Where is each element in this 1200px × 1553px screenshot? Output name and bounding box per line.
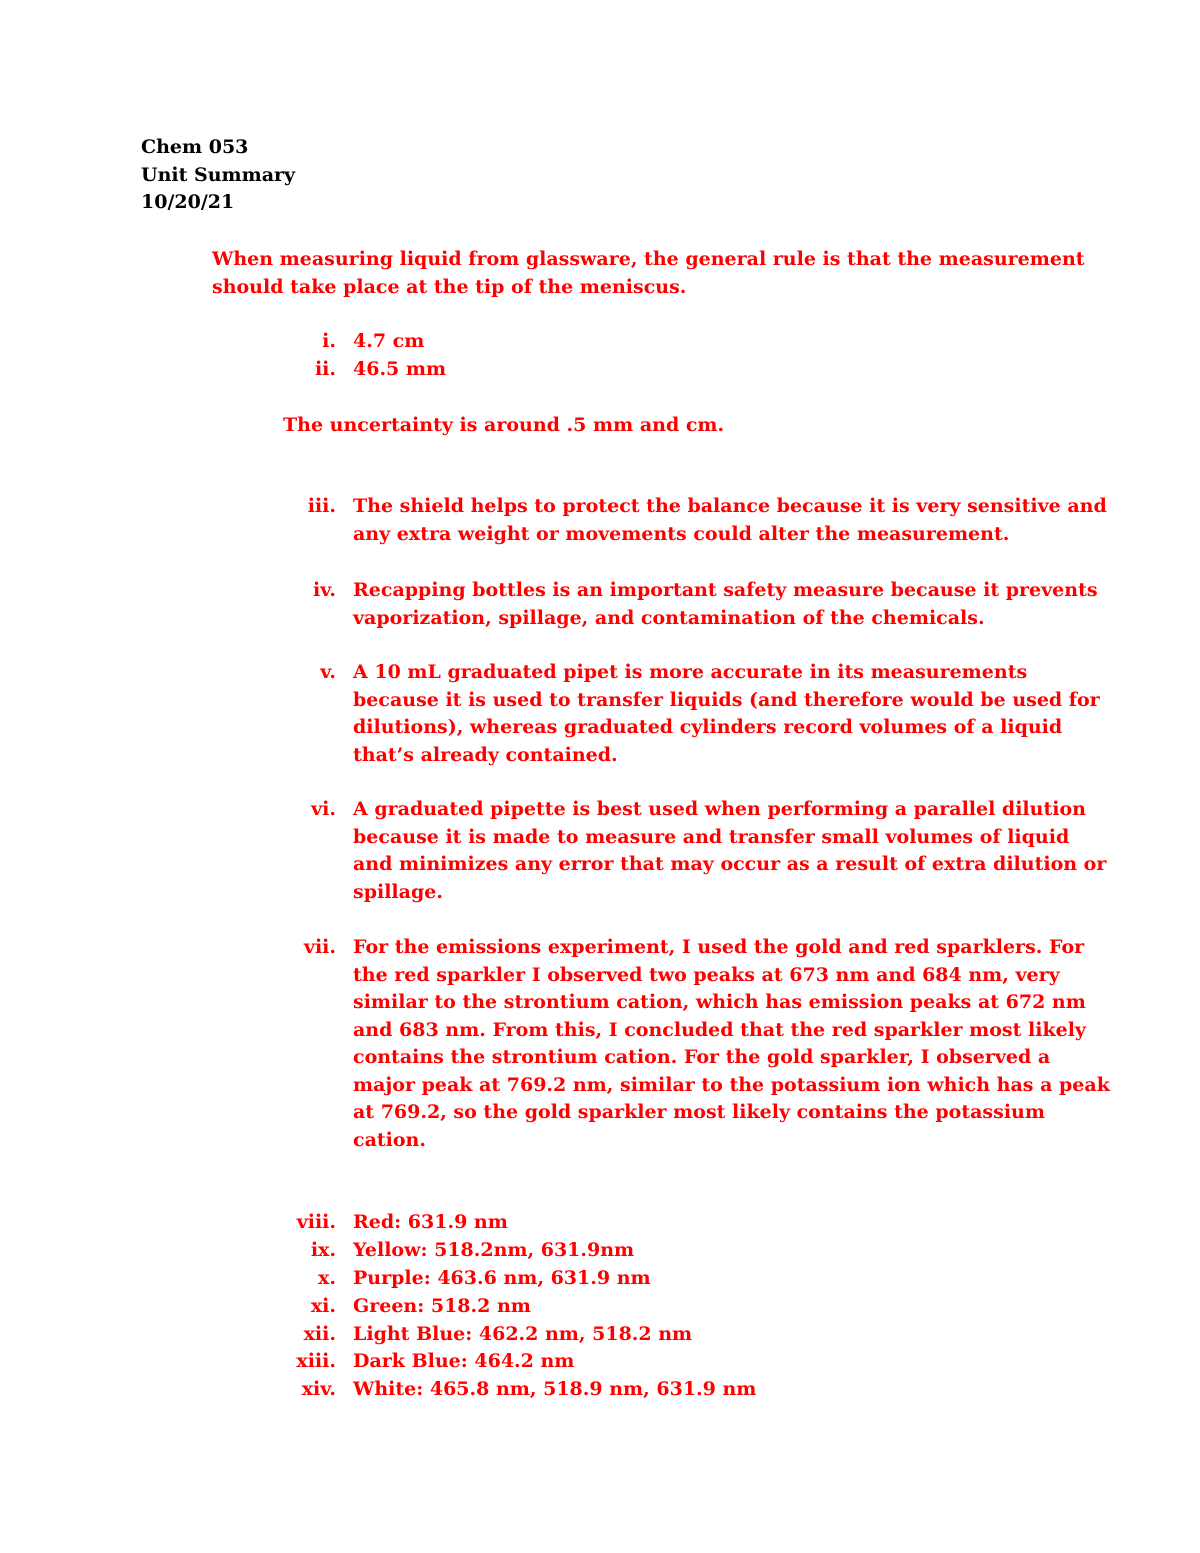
answer-line: and 683 nm. From this, I concluded that the red sparkler most likely [353,1018,1086,1041]
answer-line: dilutions), whereas graduated cylinders record volumes of a liquid [353,716,1063,738]
list-numeral: xiv. [301,1378,336,1400]
color-peaks: Red: 631.9 nm [353,1211,508,1233]
list-numeral: xi. [310,1295,336,1317]
list-numeral: iv. [313,579,336,601]
answer-line: because it is made to measure and transfer small volumes of liquid [353,825,1070,848]
color-peaks: Purple: 463.6 nm, 631.9 nm [353,1267,651,1289]
answer-line: similar to the strontium cation, which has emission peaks at 672 nm [353,991,1086,1013]
list-numeral: vii. [303,936,336,958]
color-peaks: Light Blue: 462.2 nm, 518.2 nm [353,1323,693,1345]
intro-line: When measuring liquid from glassware, the general rule is that the measurement [212,248,1085,270]
document-title: Unit Summary [141,163,296,186]
list-numeral: ix. [310,1239,336,1261]
list-item-text: 46.5 mm [353,358,447,380]
answer-line: The shield helps to protect the balance because it is very sensitive and [353,495,1107,517]
answer-line: at 769.2, so the gold sparkler most likely contains the potassium [353,1101,1045,1123]
list-numeral: xiii. [296,1350,336,1372]
answer-line: A 10 mL graduated pipet is more accurate in its measurements [353,661,1028,683]
answer-line: any extra weight or movements could alter the measurement. [353,522,1010,545]
color-peaks: White: 465.8 nm, 518.9 nm, 631.9 nm [353,1378,757,1400]
list-numeral: xii. [303,1323,336,1345]
list-numeral: viii. [296,1211,336,1233]
color-peaks: Yellow: 518.2nm, 631.9nm [353,1239,635,1261]
intro-paragraph [212,246,1085,301]
uncertainty-statement: The uncertainty is around .5 mm and cm. [283,414,725,436]
course-name: Chem 053 [141,136,249,158]
answer-line: A graduated pipette is best used when performing a parallel dilution [353,798,1086,820]
answer-line: contains the strontium cation. For the gold sparkler, I observed a [353,1046,1051,1068]
answer-line: vaporization, spillage, and contamination of the chemicals. [353,606,985,629]
list-item-text: 4.7 cm [353,330,425,352]
list-numeral: ii. [314,358,336,380]
answer-line: cation. [353,1128,426,1151]
color-peaks: Green: 518.2 nm [353,1295,531,1317]
answer-line: and minimizes any error that may occur as a result of extra dilution or [353,853,1107,875]
color-peaks: Dark Blue: 464.2 nm [353,1350,575,1372]
answer-line: spillage. [353,880,443,903]
list-numeral: x. [318,1267,336,1289]
document-header [141,134,741,217]
answer-line: Recapping bottles is an important safety measure because it prevents [353,579,1098,601]
list-numeral: iii. [307,495,336,517]
answer-line: because it is used to transfer liquids (and therefore would be used for [353,688,1100,711]
intro-line: should take place at the tip of the meniscus. [212,275,687,298]
list-numeral: i. [322,330,336,352]
answer-line: major peak at 769.2 nm, similar to the potassium ion which has a peak [353,1073,1110,1096]
document-date: 10/20/21 [141,191,235,213]
answer-line: that’s already contained. [353,743,618,766]
list-numeral: v. [320,661,336,683]
answer-line: For the emissions experiment, I used the gold and red sparklers. For [353,936,1085,958]
list-numeral: vi. [311,798,336,820]
answer-line: the red sparkler I observed two peaks at 673 nm and 684 nm, very [353,963,1060,986]
